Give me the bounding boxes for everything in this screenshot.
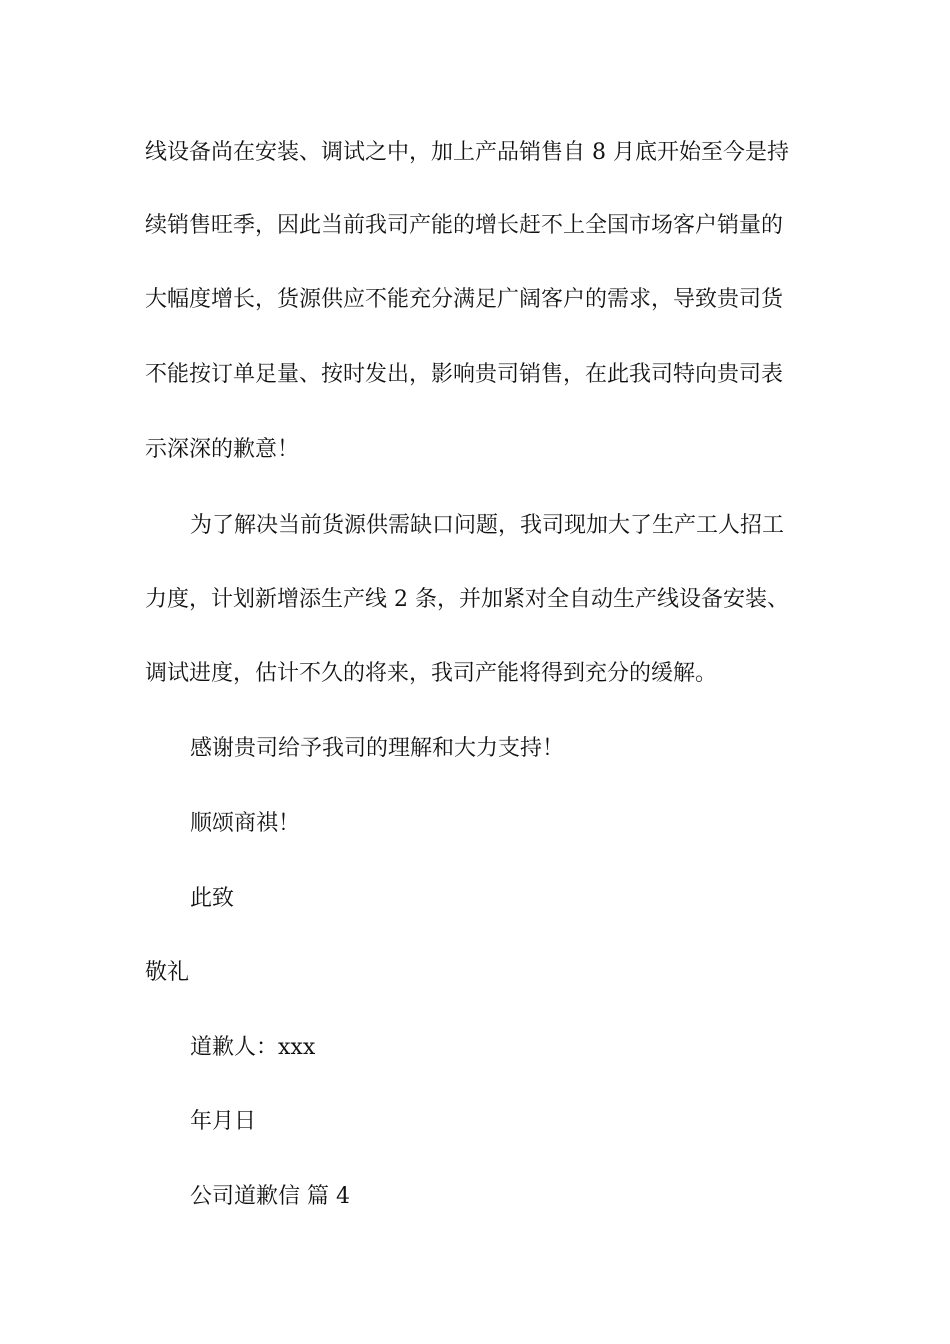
- paragraph-line: 为了解决当前货源供需缺口问题，我司现加大了生产工人招工: [190, 513, 785, 538]
- salutation-line: 此致: [190, 886, 235, 911]
- paragraph-line: 力度，计划新增添生产线 2 条，并加紧对全自动生产线设备安装、: [145, 587, 789, 612]
- paragraph-line: 续销售旺季，因此当前我司产能的增长赶不上全国市场客户销量的: [145, 213, 784, 238]
- paragraph-line: 不能按订单足量、按时发出，影响贵司销售，在此我司特向贵司表: [145, 362, 784, 387]
- thanks-line: 感谢贵司给予我司的理解和大力支持！: [190, 736, 565, 761]
- paragraph-line: 大幅度增长，货源供应不能充分满足广阔客户的需求，导致贵司货: [145, 287, 784, 312]
- paragraph-line: 调试进度，估计不久的将来，我司产能将得到充分的缓解。: [145, 661, 718, 686]
- paragraph-line: 线设备尚在安装、调试之中，加上产品销售自 8 月底开始至今是持: [145, 140, 789, 165]
- closing-line: 顺颂商祺！: [190, 811, 301, 836]
- paragraph-line: 示深深的歉意！: [145, 437, 300, 462]
- signer-line: 道歉人：xxx: [190, 1035, 316, 1060]
- date-line: 年月日: [190, 1109, 257, 1134]
- salutation-end: 敬礼: [145, 960, 190, 985]
- section-heading: 公司道歉信 篇 4: [190, 1184, 350, 1209]
